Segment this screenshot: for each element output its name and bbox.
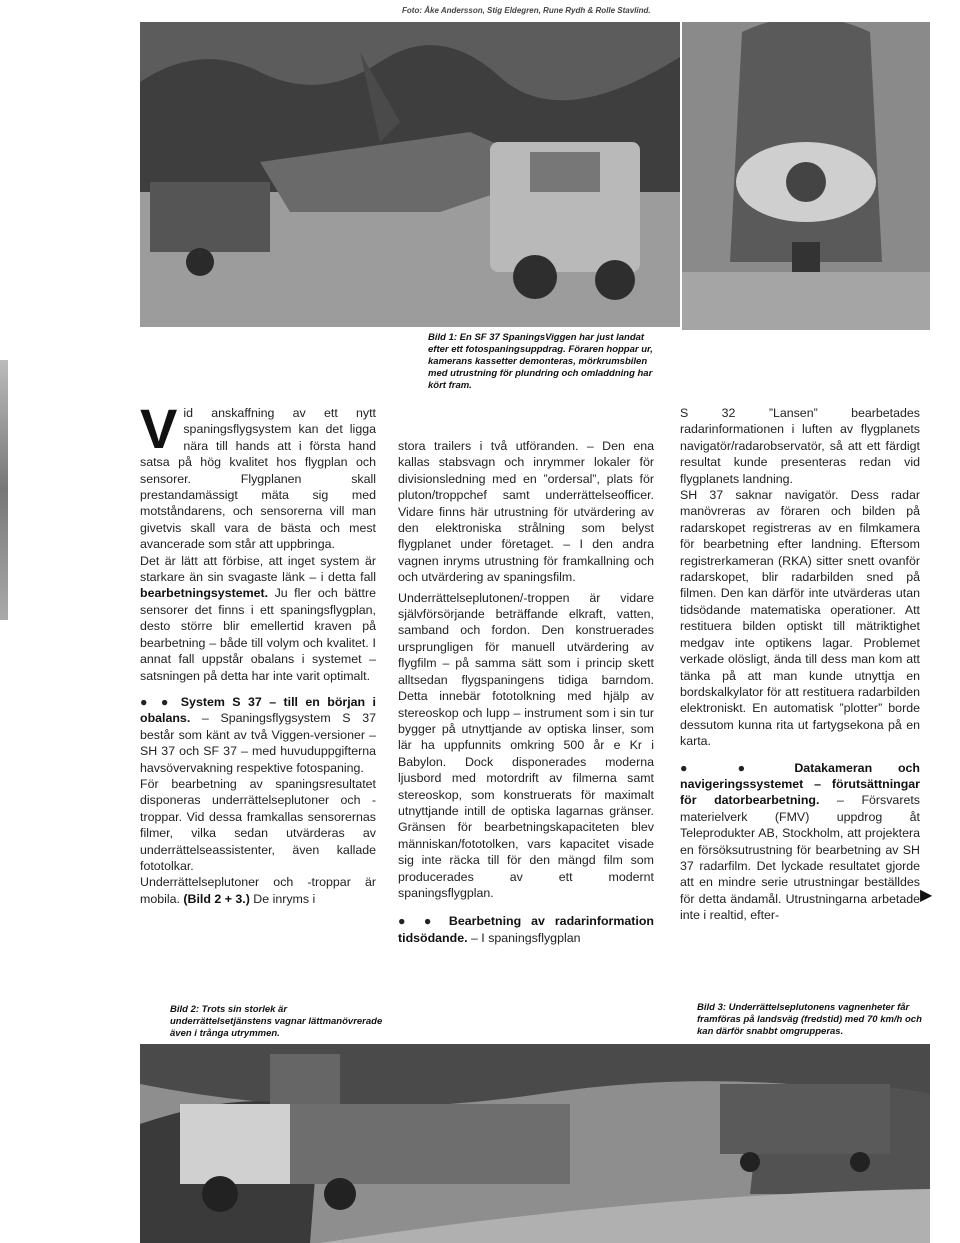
- col1-paragraph-4: För bearbetning av spaningsresultatet disponeras underrättelseplutoner och -troppar. Vid dessa framkallas sensorernas filmer, vilka sedan utvärderas av underrättelseassistenter, även kallade fototolkar.: [140, 776, 376, 873]
- col1-p2-text-c: Ju fler och bättre sensorer det finns i ett spaningsflygplan, desto större blir emellertid kraven på bearbetning – både till volym och kvalitet. I annat fall uppstår obalans i systemet – satsningen på detta har inte varit optimalt.: [140, 586, 376, 683]
- col1-paragraph-2: [140, 553, 376, 684]
- column-3: [680, 405, 920, 924]
- col2-paragraph-2: Underrättelseplutonen/-troppen är vidare självförsörjande beträffande elkraft, vatten, samband och fordon. Den konstruerades ursprungligen för manuell utvärdering av flygfilm – på samma sätt som i princip skett alltsedan flygspaningens tidiga barndom. Detta innebär fototolkning med hjälp av stereoskop och lupp – instrument som i sin tur bygger på utnyttjande av optiska linser, som lär ha uppfunnits omkring 500 år e Kr i Babylon. Dock disponerades moderna ljusbord med motordrift av filmerna samt stereoskop, som konstruerats för maximalt utnyttjande intill de optiska lagarnas gränser. Gränsen för bearbetningskapaciteten blev människan/fototolken, vars kapacitet visade sig inte räcka till för den mängd film som producerades av ett modernt spaningsflygplan.: [398, 590, 654, 900]
- edge-strip: [0, 360, 8, 620]
- caption-bild1: Bild 1: En SF 37 SpaningsViggen har just landat efter ett fotospaningsuppdrag. Föraren hoppar ur, kamerans kassetter demonteras, mörkrumsbilen med utrustning för plundring och omladdning har kört fram.: [428, 332, 653, 391]
- col2-paragraph-1: stora trailers i två utföranden. – Den ena kallas stabsvagn och inrymmer lokaler för divisionsledning med en ”ordersal”, plats för pluton/troppchef samt underrättelseofficer. Vidare finns här utrustning för utvärdering av den elektroniska strålning som belyst flygplanet under företaget. – I den andra vagnen inryms utrustning för framkallning och och utvärdering av spaningsfilm.: [398, 439, 654, 585]
- col1-subhead: System S 37 – till en början i obalans.: [140, 694, 376, 726]
- caption-bild3: Bild 3: Underrättelseplutonens vagnenheter får framföras på landsväg (fredstid) med 70 km/h och kan därför snabbt omgrupperas.: [697, 1002, 922, 1037]
- col3-subhead: Datakameran och navigeringssystemet – förutsättningar för datorbearbetning.: [680, 760, 920, 808]
- col1-p5-text-c: De inryms i: [249, 891, 316, 906]
- col2-subhead: Bearbetning av radarinformation tidsödande.: [398, 914, 654, 945]
- col1-subhead-paragraph: [140, 694, 376, 776]
- bullet-icon: ● ●: [398, 914, 439, 929]
- photo-trucks: [140, 1044, 930, 1243]
- col3-subhead-paragraph: [680, 760, 920, 924]
- photo-aircraft-nose: [682, 22, 930, 330]
- col1-paragraph-5: [140, 874, 376, 907]
- column-1: [140, 397, 376, 907]
- column-2: [398, 438, 654, 946]
- col1-p2-text-a: Det är lätt att förbise, att inget system är starkare än sin svagaste länk – i detta fall: [140, 553, 376, 585]
- col2-subhead-paragraph: [398, 913, 654, 946]
- col1-p5-bold: (Bild 2 + 3.): [183, 891, 250, 906]
- continue-arrow-icon: ▶: [920, 887, 933, 904]
- col1-p3-text: – Spaningsflygsystem S 37 består som känt av två Viggen-versioner – SH 37 och SF 37 – med huvuduppgifterna havsövervakning respektive fotospaning.: [140, 711, 376, 775]
- col1-p5-text-a: Underrättelseplutoner och -troppar är mobila.: [140, 875, 376, 906]
- photo-aircraft-van: [140, 22, 680, 327]
- col1-paragraph-1: [140, 397, 376, 553]
- bullet-icon: ● ●: [140, 694, 174, 709]
- photo-credit: Foto: Åke Andersson, Stig Eldegren, Rune Rydh & Rolle Stavlind.: [402, 6, 651, 15]
- col3-p3-text: – Försvarets materielverk (FMV) uppdrog åt Teleprodukter AB, Stockholm, att projektera en försöksutrustning för bearbetning av SH 37 radarfilm. Det lyckade resultatet gjorde att en mindre serie utrustningar beställdes för detta ändamål. Utrustningarna arbetade inte i realtid, efter-: [680, 793, 920, 923]
- col3-paragraph-2: SH 37 saknar navigatör. Dess radar manövreras av föraren och bilden på radarskopet registreras av en filmkamera för bearbetning efter landning. Eftersom registrerkameran (RKA) sitter snett ovanför radarskopet, blir radarbilden sned på filmen. Den kan därför inte utvärderas utan tidsödande matematiska operationer. Att restituera bilden optiskt till mätriktighet medgav inte optikens lagar. Problemet verkade olösligt, ända till dess man kom att tänka på att man kunde utnyttja en bordskalkylator för att restituera radarbilden elektroniskt. En automatisk ”plotter” borde dessutom kunna rita ut fartygsekona på en karta.: [680, 488, 920, 749]
- col1-p2-bold: bearbetningsystemet.: [140, 586, 269, 601]
- col2-p3-text: – I spaningsflygplan: [467, 930, 581, 945]
- col3-paragraph-1: S 32 ”Lansen” bearbetades radarinformationen i luften av flygplanets navigatör/radarobservatör, så att ett färdigt resultat kunde presenteras redan vid flygplanets landning.: [680, 406, 920, 486]
- col1-p1-text: id anskaffning av ett nytt spaningsflygsystem kan det ligga nära till hands att i första hand satsa på hög kvalitet hos flygplan och sensorer. Flygplanen skall prestandamässigt mäta sig med motståndarens, och sensorerna vill man givetvis skall vara de bästa och mest avancerade som står att uppbringa.: [140, 406, 376, 552]
- dropcap: V: [140, 397, 178, 460]
- bullet-icon: ● ●: [680, 760, 769, 775]
- caption-bild2: Bild 2: Trots sin storlek är underrättelsetjänstens vagnar lättmanövrerade även i trånga utrymmen.: [170, 1004, 383, 1039]
